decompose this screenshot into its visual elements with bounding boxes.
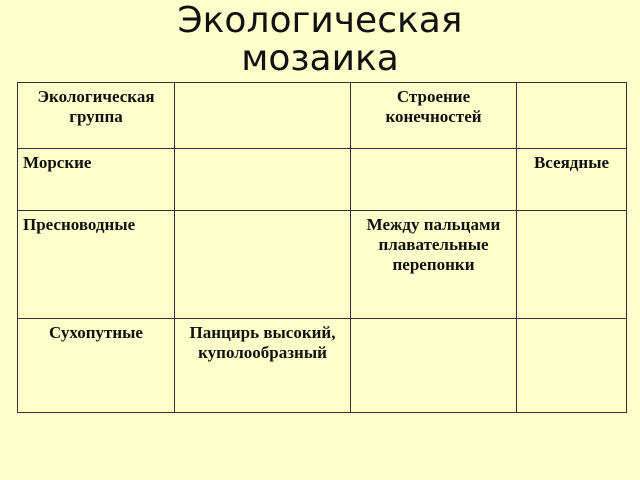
table-cell: Пресноводные bbox=[18, 211, 175, 319]
table-row bbox=[18, 211, 627, 319]
table-cell bbox=[351, 149, 517, 211]
table-cell: Экологическая группа bbox=[18, 83, 175, 149]
table-cell: Между пальцами плавательные перепонки bbox=[351, 211, 517, 319]
table-cell: Всеядные bbox=[517, 149, 627, 211]
table-cell bbox=[175, 83, 351, 149]
slide-title-line-2: мозаика bbox=[241, 38, 399, 79]
table-cell: Сухопутные bbox=[18, 319, 175, 413]
table-cell bbox=[175, 211, 351, 319]
table-cell bbox=[517, 211, 627, 319]
table-cell: Морские bbox=[18, 149, 175, 211]
table-cell bbox=[517, 319, 627, 413]
table-cell bbox=[517, 83, 627, 149]
table-cell bbox=[175, 149, 351, 211]
slide-title bbox=[0, 2, 640, 78]
table-cell: Панцирь высокий, куполообразный bbox=[175, 319, 351, 413]
table-cell: Строение конечностей bbox=[351, 83, 517, 149]
ecological-mosaic-table bbox=[17, 82, 627, 413]
table-row bbox=[18, 319, 627, 413]
slide-title-line-1: Экологическая bbox=[177, 0, 463, 41]
table-cell bbox=[351, 319, 517, 413]
table-row bbox=[18, 83, 627, 149]
table-row bbox=[18, 149, 627, 211]
